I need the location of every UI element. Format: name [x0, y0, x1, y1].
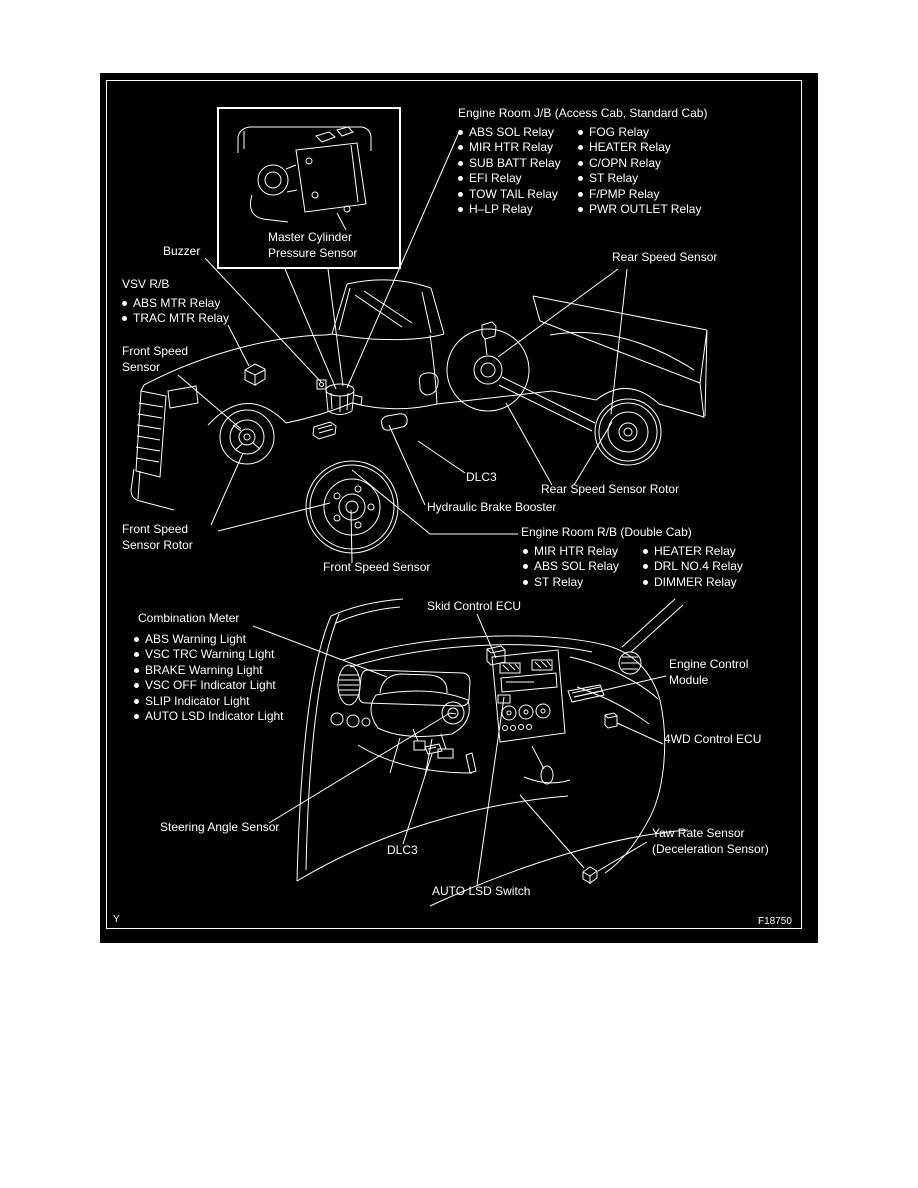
bullet-icon [458, 176, 463, 181]
relay-item [458, 171, 578, 187]
list-item-label: DIMMER Relay [654, 574, 737, 589]
roof-header [331, 599, 403, 623]
relay-item [578, 140, 701, 156]
list-item-label: BRAKE Warning Light [145, 662, 263, 677]
engine-room-jb-col2 [578, 125, 701, 218]
bullet-icon [458, 161, 463, 166]
leader-vsv-rb [228, 325, 249, 366]
leader-front-rotor-b [211, 453, 243, 525]
callout-rear-speed-sensor-rotor: Rear Speed Sensor Rotor [541, 482, 680, 496]
bullet-icon [458, 192, 463, 197]
leader-auto-lsd-switch [477, 697, 504, 885]
list-item-label: MIR HTR Relay [534, 543, 619, 558]
indicator-item [134, 694, 284, 710]
rear-axle-hub [447, 322, 595, 431]
list-item-label: VSC OFF Indicator Light [145, 678, 276, 692]
bullet-icon [578, 145, 583, 150]
engine-room-jb-block [458, 106, 707, 218]
radio [501, 673, 557, 692]
master-cylinder-drawing [238, 127, 371, 230]
callout-steering-angle-sensor: Steering Angle Sensor [160, 820, 280, 834]
callout-yaw-rate-sensor: Yaw Rate Sensor (Deceleration Sensor) [652, 826, 769, 856]
list-item-label: TOW TAIL Relay [469, 186, 558, 201]
list-item-label: EFI Relay [469, 171, 522, 185]
callout-dlc3-lower: DLC3 [387, 843, 418, 857]
leader-rear-speed-sensor-b [611, 269, 627, 414]
list-item-label: ABS SOL Relay [534, 559, 619, 573]
relay-item [122, 311, 229, 327]
relay-item [523, 575, 643, 591]
list-item-label: TRAC MTR Relay [133, 311, 230, 325]
list-item-label: ABS SOL Relay [469, 124, 554, 139]
rear-wheel [595, 399, 661, 465]
callout-front-speed-sensor-upper: Front Speed Sensor [122, 344, 189, 374]
list-item-label: PWR OUTLET Relay [589, 202, 702, 216]
list-item-label: ST Relay [589, 171, 639, 185]
combination-meter-title: Combination Meter [138, 611, 240, 625]
headlight [168, 386, 198, 408]
callout-hydraulic-brake-booster: Hydraulic Brake Booster [427, 500, 557, 514]
bullet-icon [134, 668, 139, 673]
vsv-rb-block [122, 277, 229, 327]
relay-item [643, 544, 743, 560]
engine-room-jb-title: Engine Room J/B (Access Cab, Standard Cab) [458, 106, 708, 120]
leader-dlc3-upper [418, 441, 465, 473]
relay-item [458, 187, 578, 203]
left-vent [338, 665, 360, 705]
leader-engine-room-jb [347, 130, 460, 388]
door [352, 335, 552, 409]
vsv-rb-list [122, 296, 229, 327]
a-pillar-left [297, 614, 339, 881]
list-item-label: SLIP Indicator Light [145, 693, 250, 708]
callout-auto-lsd-switch: AUTO LSD Switch [432, 884, 531, 898]
beltline [332, 334, 444, 340]
list-item-label: VSC TRC Warning Light [145, 647, 275, 661]
bullet-icon [578, 192, 583, 197]
bullet-icon [458, 207, 463, 212]
leader-steering-angle-sensor [269, 713, 450, 823]
bullet-icon [134, 683, 139, 688]
callout-front-speed-sensor-lower: Front Speed Sensor [323, 560, 431, 574]
list-item-label: C/OPN Relay [589, 155, 662, 170]
relay-box-part [313, 422, 336, 439]
leader-hydraulic-brake-booster [389, 425, 425, 505]
leader-front-speed-sensor-upper [178, 375, 241, 429]
engine-room-rb-col1 [523, 544, 643, 591]
rear-speed-sensor-part [482, 322, 496, 355]
bullet-icon [643, 580, 648, 585]
engine-room-rb-title: Engine Room R/B (Double Cab) [521, 525, 692, 539]
leader-inset-b [328, 269, 343, 386]
indicator-item [134, 709, 284, 725]
list-item-label: SUB BATT Relay [469, 155, 561, 170]
engine-room-rb-col2 [643, 544, 743, 591]
bullet-icon [578, 176, 583, 181]
engine-room-jb-col1 [458, 125, 578, 218]
vsv-rb-part [245, 364, 265, 386]
list-item-label: HEATER Relay [654, 543, 736, 558]
instrument-cluster [359, 670, 470, 706]
axle-shaft [499, 377, 595, 431]
bullet-icon [578, 130, 583, 135]
leader-lines [178, 130, 666, 885]
relay-item [643, 559, 743, 575]
callout-skid-control-ecu: Skid Control ECU [427, 599, 522, 613]
bullet-icon [523, 549, 528, 554]
engine-room-rb-block [521, 525, 743, 590]
roof [347, 280, 431, 288]
windshield-reflection [355, 291, 412, 327]
callout-front-speed-sensor-rotor: Front Speed Sensor Rotor [122, 522, 193, 552]
leader-yaw-rate-sensor-diagonal [520, 795, 584, 868]
bullet-icon [458, 145, 463, 150]
bullet-icon [578, 161, 583, 166]
bullet-icon [458, 130, 463, 135]
a-pillar [326, 284, 347, 335]
callout-rear-speed-sensor: Rear Speed Sensor [612, 250, 718, 264]
bullet-icon [134, 699, 139, 704]
leader-front-speed-sensor-lower [351, 510, 352, 563]
4wd-control-ecu-part [605, 713, 617, 728]
list-item-label: MIR HTR Relay [469, 140, 554, 154]
bullet-icon [134, 652, 139, 657]
brake-booster-part [382, 414, 408, 430]
inset-label: Master Cylinder Pressure Sensor [268, 230, 358, 260]
list-item-label: ABS MTR Relay [133, 295, 221, 310]
shifter [524, 746, 570, 784]
vsv-rb-title: VSV R/B [122, 277, 170, 291]
a-pillar-right [622, 599, 683, 652]
relay-item [458, 202, 578, 218]
pedals [413, 729, 476, 773]
bullet-icon [523, 580, 528, 585]
bullet-icon [134, 637, 139, 642]
bullet-icon [643, 549, 648, 554]
leader-rear-rotor-a [506, 403, 552, 485]
bed-rails [533, 296, 707, 383]
list-item-label: ST Relay [534, 574, 584, 589]
tailgate [700, 330, 707, 418]
list-item-label: F/PMP Relay [589, 186, 660, 201]
relay-item [578, 156, 701, 172]
front-right-wheel-hub [220, 410, 274, 464]
bullet-icon [643, 564, 648, 569]
component-location-diagram-panel [100, 73, 818, 943]
relay-item [643, 575, 743, 591]
bullet-icon [122, 316, 127, 321]
callout-dlc3-upper: DLC3 [466, 470, 497, 484]
leader-yaw-rate-sensor [598, 842, 647, 871]
corner-mark: Y [113, 914, 120, 925]
relay-item [458, 140, 578, 156]
callout-engine-control-module: Engine Control Module [669, 657, 749, 687]
bed-side-line [550, 333, 694, 370]
list-item-label: HEATER Relay [589, 140, 671, 154]
front-fender-arch [208, 403, 286, 425]
floor-lines [297, 700, 688, 906]
callout-buzzer: Buzzer [163, 244, 201, 258]
list-item-label: DRL NO.4 Relay [654, 559, 743, 573]
combination-meter-block [134, 611, 284, 725]
bullet-icon [523, 564, 528, 569]
indicator-item [134, 663, 284, 679]
list-item-label: ABS Warning Light [145, 631, 246, 646]
indicator-item [134, 678, 284, 694]
brake-actuator-part [326, 384, 362, 415]
bullet-icon [134, 714, 139, 719]
indicator-item [134, 647, 284, 663]
figure-code: F18750 [758, 916, 792, 927]
list-item-label: FOG Relay [589, 124, 650, 139]
buzzer-part [317, 380, 326, 389]
engine-bay-components [245, 364, 407, 439]
leader-rear-rotor-b [574, 422, 612, 485]
relay-item [458, 156, 578, 172]
relay-item [523, 544, 643, 560]
relay-item [122, 296, 229, 312]
list-item-label: H–LP Relay [469, 202, 533, 216]
relay-item [578, 187, 701, 203]
bullet-icon [122, 301, 127, 306]
leader-front-rotor-a [218, 503, 330, 531]
relay-item [458, 125, 578, 141]
engine-control-module-part [568, 685, 604, 702]
center-stack [492, 650, 565, 742]
right-vent [619, 652, 641, 674]
relay-item [578, 171, 701, 187]
grille [136, 391, 166, 477]
combination-meter-list [134, 632, 284, 725]
dashboard-illustration [297, 599, 688, 906]
callout-4wd-control-ecu: 4WD Control ECU [664, 732, 762, 746]
indicator-item [134, 632, 284, 648]
bullet-icon [578, 207, 583, 212]
yaw-rate-sensor-part [583, 867, 597, 884]
leader-4wd-control-ecu [617, 723, 663, 744]
relay-item [578, 202, 701, 218]
relay-item [578, 125, 701, 141]
relay-item [523, 559, 643, 575]
list-item-label: AUTO LSD Indicator Light [145, 709, 284, 723]
